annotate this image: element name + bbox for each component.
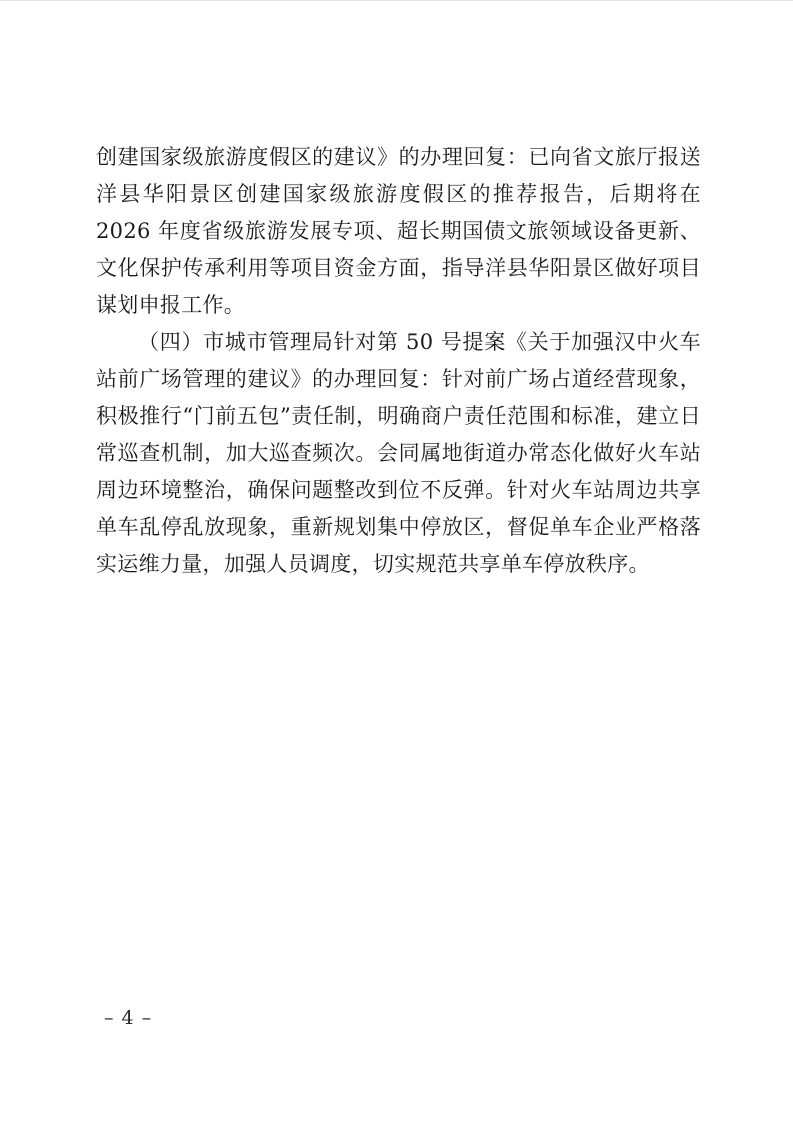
scan-edge-line <box>0 0 793 1</box>
document-body <box>96 139 701 583</box>
page-number: – 4 – <box>104 1007 153 1029</box>
paragraph-continuation: 创建国家级旅游度假区的建议》的办理回复：已向省文旅厅报送洋县华阳景区创建国家级旅游度假区的推荐报告，后期将在 2026 年度省级旅游发展专项、超长期国债文旅领域设备更新、文化保护传承利用等项目资金方面，指导洋县华阳景区做好项目谋划申报工作。 <box>96 145 701 317</box>
paragraph-item-four: （四）市城市管理局针对第 50 号提案《关于加强汉中火车站前广场管理的建议》的办理回复：针对前广场占道经营现象，积极推行“门前五包”责任制，明确商户责任范围和标准，建立日常巡查机制，加大巡查频次。会同属地街道办常态化做好火车站周边环境整治，确保问题整改到位不反弹。针对火车站周边共享单车乱停乱放现象，重新规划集中停放区，督促单车企业严格落实运维力量，加强人员调度，切实规范共享单车停放秩序。 <box>96 330 701 576</box>
